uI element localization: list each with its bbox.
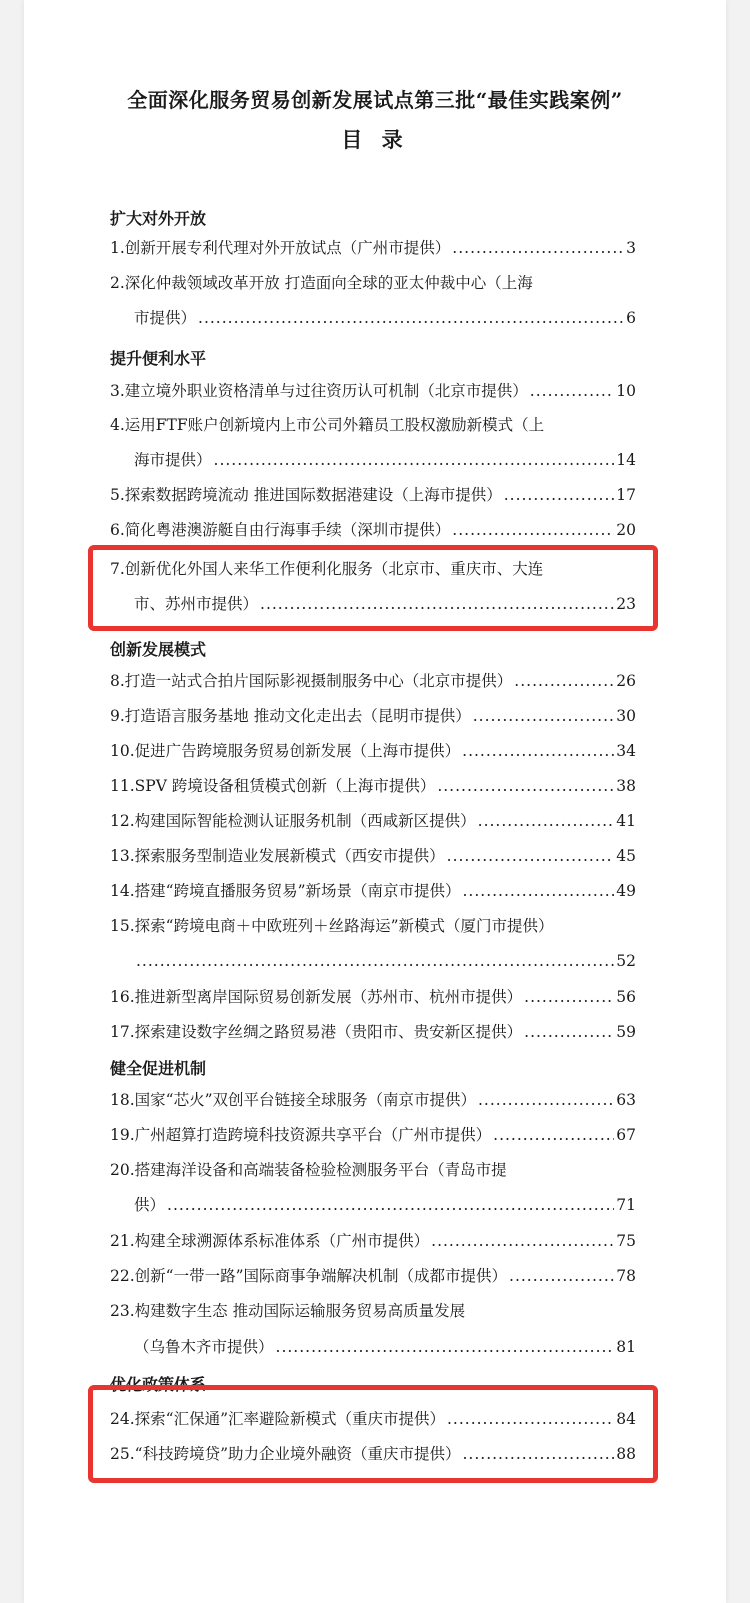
toc-entry[interactable]: 3.建立境外职业资格清单与过往资历认可机制（北京市提供） ..... 10 — [110, 374, 636, 408]
toc-entry[interactable] — [134, 944, 636, 978]
page-number: 49 — [616, 882, 636, 900]
page-number: 17 — [616, 486, 636, 504]
page-number: 67 — [616, 1126, 636, 1144]
page-number: 81 — [616, 1338, 636, 1356]
page-number: 88 — [616, 1445, 636, 1463]
section-heading: 创新发展模式 — [110, 640, 207, 659]
page-number: 75 — [616, 1232, 636, 1250]
toc-entry[interactable]: 9.打造语言服务基地 推动文化走出去（昆明市提供） ..... 30 — [110, 699, 636, 733]
page-number: 20 — [616, 521, 636, 539]
toc-entry[interactable]: 1.创新开展专利代理对外开放试点（广州市提供） ..... 3 — [110, 231, 636, 265]
toc-entry[interactable]: 5.探索数据跨境流动 推进国际数据港建设（上海市提供） ..... 17 — [110, 478, 636, 512]
toc-entry[interactable]: 16.推进新型离岸国际贸易创新发展（苏州市、杭州市提供） ..... 56 — [110, 980, 636, 1014]
toc-entry[interactable]: （乌鲁木齐市提供） ..... 81 — [134, 1330, 636, 1364]
toc-entry[interactable]: 市、苏州市提供） ..... 23 — [134, 587, 636, 621]
toc-entry[interactable]: 供） ..... 71 — [134, 1188, 636, 1222]
page-number: 23 — [616, 595, 636, 613]
page-number: 38 — [616, 777, 636, 795]
page-number: 14 — [616, 451, 636, 469]
toc-entry[interactable]: 24.探索“汇保通”汇率避险新模式（重庆市提供） ..... 84 — [110, 1402, 636, 1436]
page-number: 63 — [616, 1091, 636, 1109]
page-number: 45 — [616, 847, 636, 865]
page-number: 34 — [616, 742, 636, 760]
toc-entry-line[interactable]: 2.深化仲裁领域改革开放 打造面向全球的亚太仲裁中心（上海 — [110, 274, 533, 292]
page-number: 26 — [616, 672, 636, 690]
table-of-contents-heading: 目 录 — [341, 127, 409, 152]
toc-entry[interactable]: 19.广州超算打造跨境科技资源共享平台（广州市提供） ..... 67 — [110, 1118, 636, 1152]
page-number: 56 — [616, 988, 636, 1006]
page-number: 59 — [616, 1023, 636, 1041]
toc-entry[interactable]: 11.SPV 跨境设备租赁模式创新（上海市提供） ..... 38 — [110, 769, 636, 803]
toc-entry[interactable]: 12.构建国际智能检测认证服务机制（西咸新区提供） ..... 41 — [110, 804, 636, 838]
toc-entry[interactable]: 13.探索服务型制造业发展新模式（西安市提供） ..... 45 — [110, 839, 636, 873]
section-heading: 扩大对外开放 — [110, 209, 207, 228]
toc-entry-line[interactable]: 15.探索“跨境电商＋中欧班列＋丝路海运”新模式（厦门市提供） — [110, 917, 554, 935]
page-number: 52 — [616, 952, 636, 970]
page-number: 6 — [626, 309, 636, 327]
toc-entry-line[interactable]: 20.搭建海洋设备和高端装备检验检测服务平台（青岛市提 — [110, 1161, 507, 1179]
toc-entry[interactable]: 17.探索建设数字丝绸之路贸易港（贵阳市、贵安新区提供） ..... 59 — [110, 1015, 636, 1049]
page-number: 84 — [616, 1410, 636, 1428]
section-heading: 健全促进机制 — [110, 1059, 207, 1078]
highlight-box — [88, 545, 658, 631]
page-number: 71 — [616, 1196, 636, 1214]
toc-entry[interactable]: 8.打造一站式合拍片国际影视摄制服务中心（北京市提供） ..... 26 — [110, 664, 636, 698]
toc-entry[interactable]: 21.构建全球溯源体系标准体系（广州市提供） ..... 75 — [110, 1224, 636, 1258]
toc-entry-line[interactable]: 7.创新优化外国人来华工作便利化服务（北京市、重庆市、大连 — [110, 560, 544, 578]
toc-entry[interactable]: 18.国家“芯火”双创平台链接全球服务（南京市提供） ..... 63 — [110, 1083, 636, 1117]
section-heading: 提升便利水平 — [110, 349, 207, 368]
toc-entry[interactable]: 6.简化粤港澳游艇自由行海事手续（深圳市提供） ..... 20 — [110, 513, 636, 547]
page-number: 78 — [616, 1267, 636, 1285]
toc-entry-line[interactable]: 4.运用FTF账户创新境内上市公司外籍员工股权激励新模式（上 — [110, 416, 545, 434]
toc-entry[interactable]: 海市提供） ..... 14 — [134, 443, 636, 477]
toc-entry[interactable]: 22.创新“一带一路”国际商事争端解决机制（成都市提供） ..... 78 — [110, 1259, 636, 1293]
toc-entry-line[interactable]: 23.构建数字生态 推动国际运输服务贸易高质量发展 — [110, 1302, 466, 1320]
toc-entry[interactable]: 10.促进广告跨境服务贸易创新发展（上海市提供） ..... 34 — [110, 734, 636, 768]
page-number: 41 — [616, 812, 636, 830]
document-title: 全面深化服务贸易创新发展试点第三批“最佳实践案例” — [127, 88, 623, 112]
page-number: 30 — [616, 707, 636, 725]
section-heading: 优化政策体系 — [110, 1375, 207, 1394]
document-page — [24, 0, 726, 1603]
toc-entry[interactable]: 市提供） ..... 6 — [134, 301, 636, 335]
highlight-box — [88, 1385, 658, 1483]
toc-entry[interactable]: 14.搭建“跨境直播服务贸易”新场景（南京市提供） ..... 49 — [110, 874, 636, 908]
page-number: 3 — [626, 239, 636, 257]
page-number: 10 — [616, 382, 636, 400]
toc-entry[interactable]: 25.“科技跨境贷”助力企业境外融资（重庆市提供） ..... 88 — [110, 1437, 636, 1471]
